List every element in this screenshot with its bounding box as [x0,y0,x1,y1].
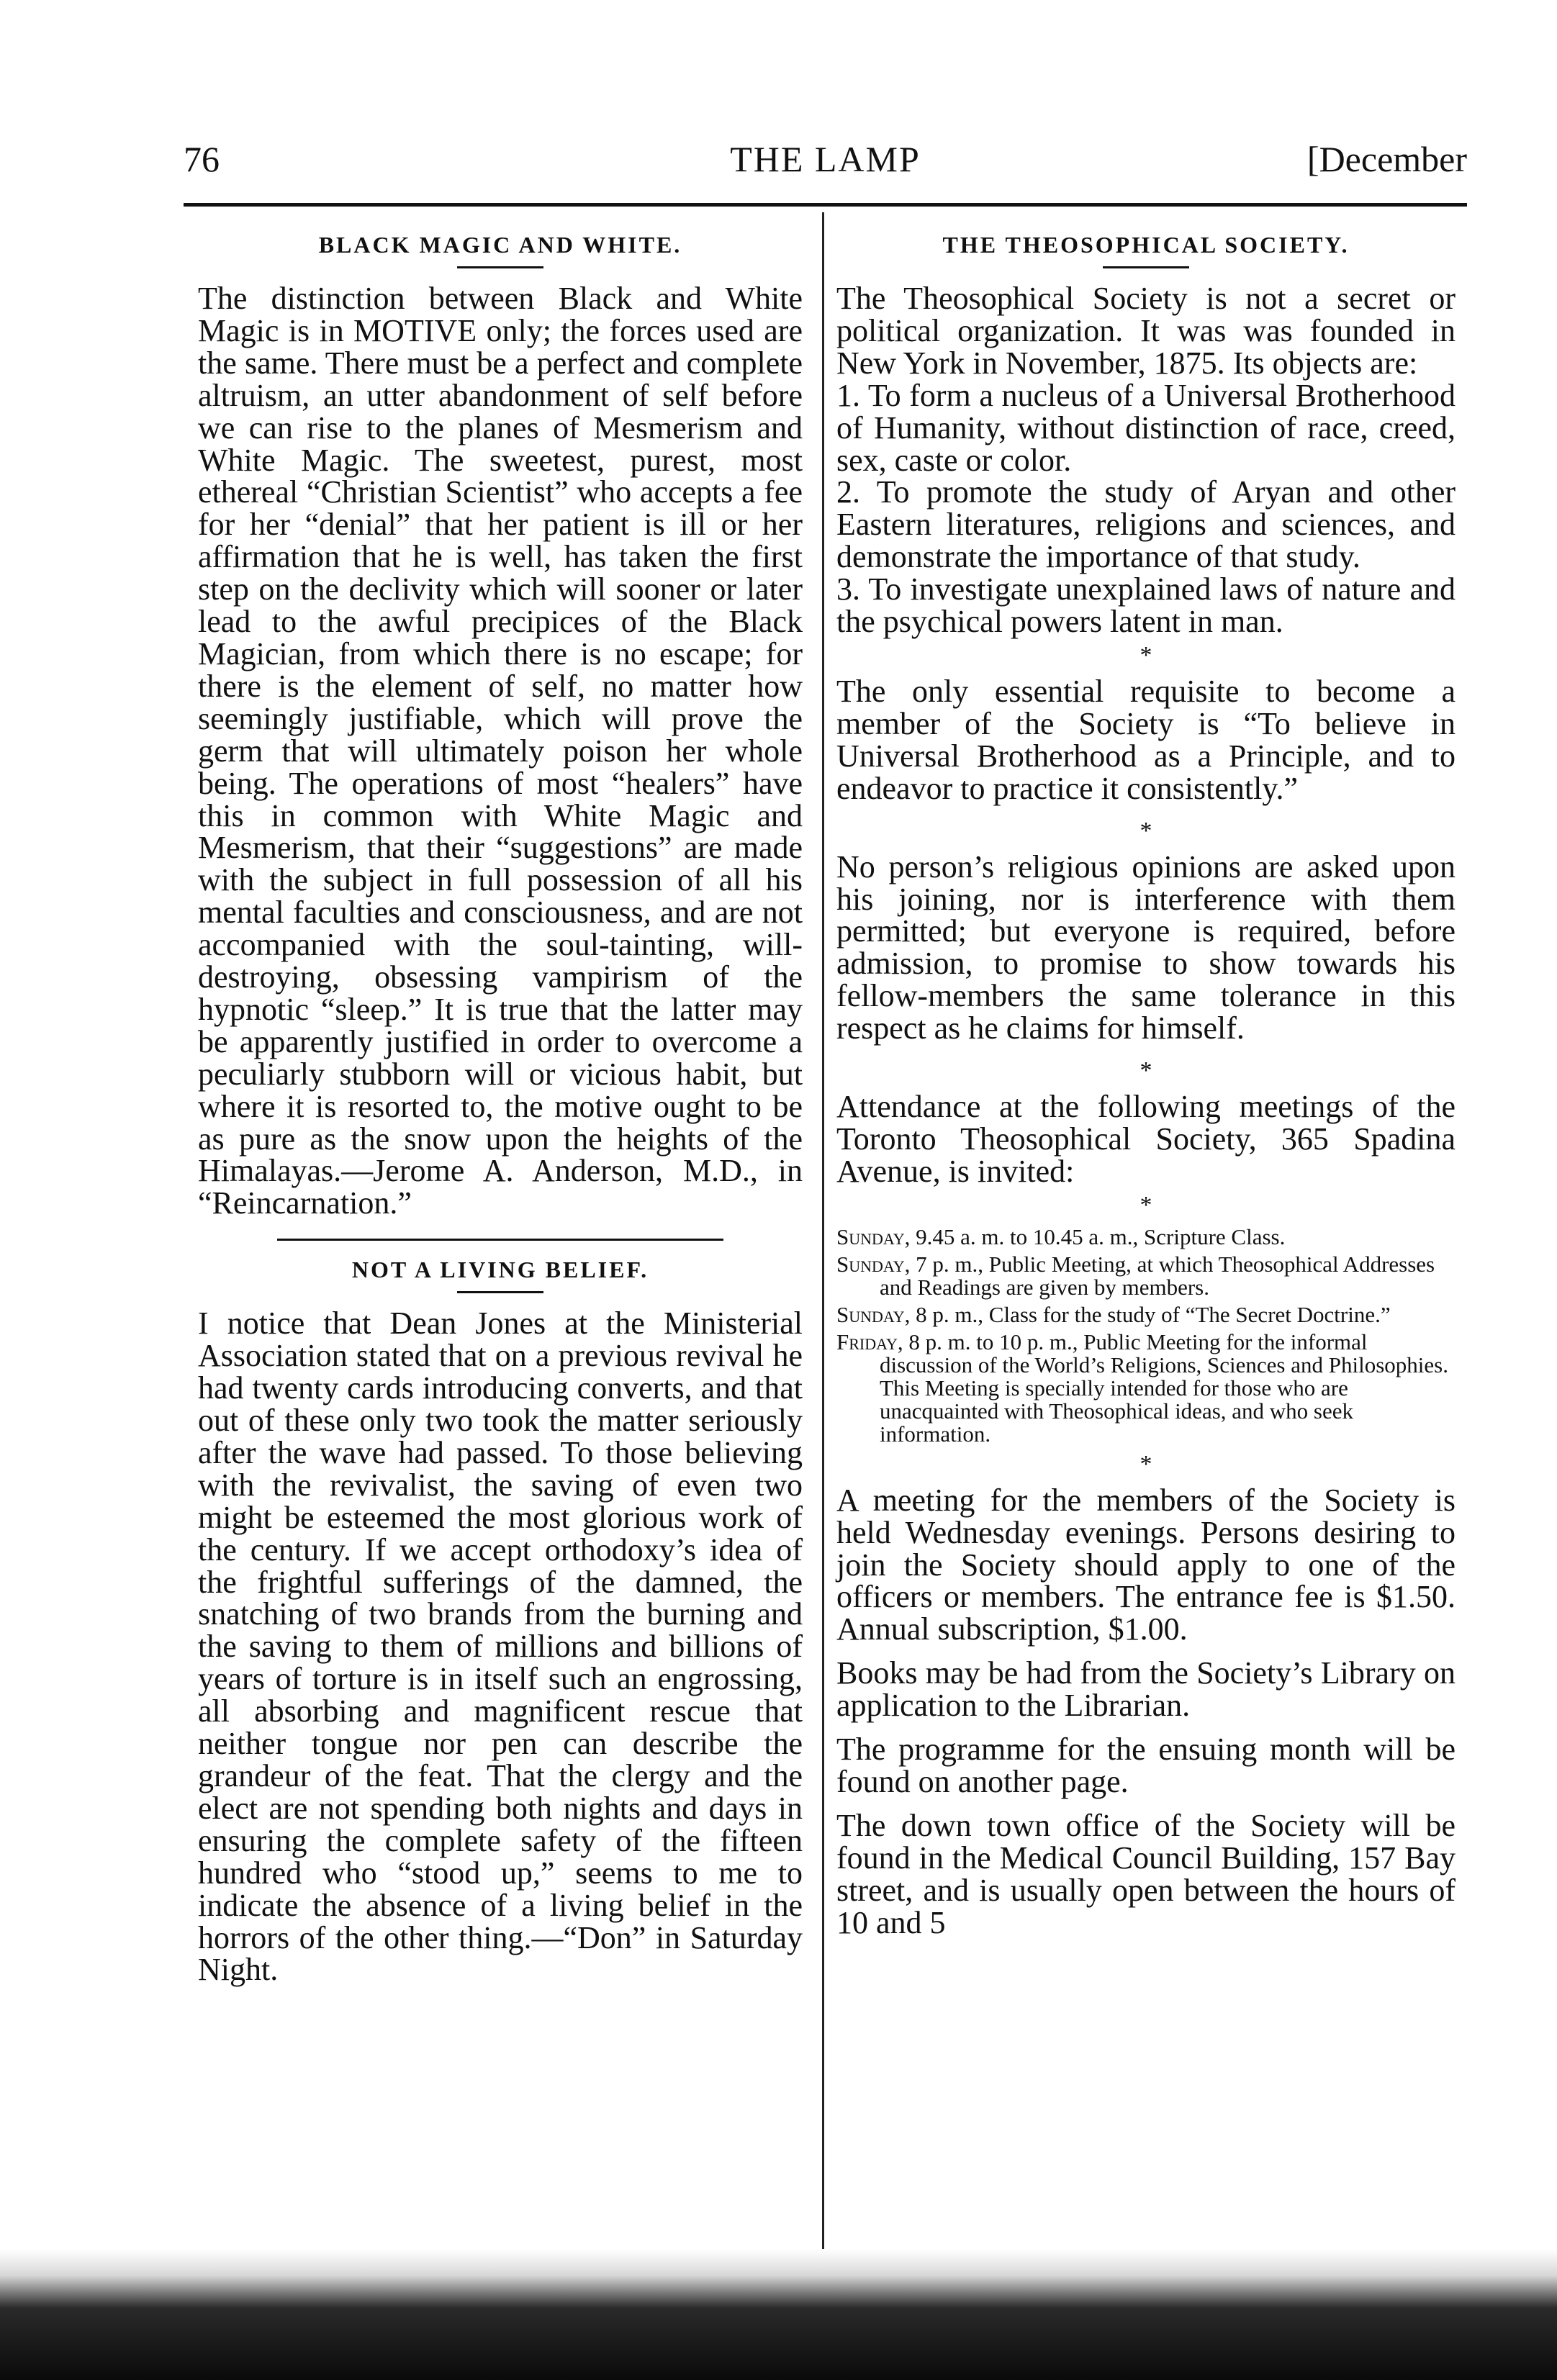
opinions-paragraph: No person’s religious opinions are asked upon his joining, nor is interference with them permitted; but everyone is required, before admission, to promise to show towards his fellow-members the same tolerance in this respect as he claims for himself. [836,849,1456,1046]
schedule-item [836,1331,1456,1446]
schedule-day: Friday, [836,1329,903,1354]
office-paragraph: The down town office of the Society will be found in the Medical Council Building, 157 Bay street, and is usually open between the hours of 10 and 5 [836,1807,1456,1940]
page-number: 76 [184,139,220,179]
scan-edge-shadow [0,2249,1557,2380]
schedule-item [836,1253,1456,1299]
members-meeting-paragraph: A meeting for the members of the Society is held Wednesday evenings. Persons desiring to join the Society should apply to one of the officers or members. The entrance fee is $1.50. Annual subscription, $1.00. [836,1482,1456,1647]
requisite-paragraph: The only essential requisite to become a member of the Society is “To believe in Universal Brotherhood as a Principle, and to endeavor to practice it consistently.” [836,673,1456,806]
page-header [184,138,1467,189]
object-item: 2. To promote the study of Aryan and other Eastern literatures, religions and sciences, and demonstrate the importance of that study. [836,474,1456,575]
article-separator [277,1239,723,1241]
object-item: 3. To investigate unexplained laws of nature and the psychical powers latent in man. [836,571,1456,640]
section-star: * [1139,1191,1152,1218]
section-star: * [1139,641,1152,669]
article-body-black-magic: The distinction between Black and White Magic is in MOTIVE only; the forces used are the same. There must be a perfect and complete altruism, an utter abandonment of self before we can rise to the planes of Mesmerism and White Magic. The sweetest, purest, most ethereal “Christian Scientist” who accepts a fee for her “denial” that her patient is ill or her affirmation that he is well, has taken the first step on the declivity which will sooner or later lead to the awful precipices of the Black Magician, from which there is no escape; for there is the element of self, no matter how seemingly justifiable, which will prove the germ that will ultimately poison her whole being. The operations of most “healers” have this in common with White Magic and Mesmerism, that their “suggestions” are made with the subject in full possession of all his mental faculties and consciousness, and are not accompanied with the soul-tainting, will-destroying, obsessing vampirism of the hypnotic “sleep.” It is true that the latter may be apparently justified in order to overcome a peculiarly stubborn will or vicious habit, but where it is resorted to, the motive ought to be as pure as the snow upon the heights of the Himalayas.—Jerome A. Anderson, M.D., in “Reincarnation.” [198,281,803,1221]
article-heading-black-magic: BLACK MAGIC AND WHITE. [318,232,682,258]
schedule-item [836,1303,1456,1326]
society-intro: The Theosophical Society is not a secret or political organization. It was was founded in New York in November, 1875. Its objects are: [836,281,1456,381]
publication-title: THE LAMP [730,139,921,179]
attendance-paragraph: Attendance at the following meetings of the Toronto Theosophical Society, 365 Spadina Avenue, is invited: [836,1089,1456,1189]
issue-month: [December [1306,139,1467,179]
section-star: * [1139,1450,1152,1478]
header-rule [184,203,1467,207]
schedule-day: Sunday, [836,1251,911,1277]
right-column [836,216,1456,1951]
section-star: * [1139,1057,1152,1085]
schedule-day: Sunday, [836,1223,911,1249]
society-heading: THE THEOSOPHICAL SOCIETY. [942,232,1350,258]
schedule-text: 8 p. m. to 10 p. m., Public Meeting for the informal discussion of the World’s Religions, Sciences and Philosophies. This Meeting is specially intended for those who are unacquainted with Theosophical ideas, and who seek information. [880,1329,1448,1447]
schedule-item [836,1223,1456,1249]
schedule-text: 7 p. m., Public Meeting, at which Theosophical Addresses and Readings are given by members. [880,1251,1435,1300]
schedule-text: 9.45 a. m. to 10.45 a. m., Scripture Class. [916,1223,1286,1249]
object-item: 1. To form a nucleus of a Universal Brotherhood of Humanity, without distinction of race, creed, sex, caste or color. [836,377,1456,478]
heading-rule [457,1291,543,1293]
programme-paragraph: The programme for the ensuing month will be found on another page. [836,1732,1456,1799]
column-divider [822,212,824,2263]
article-body-living-belief: I notice that Dean Jones at the Ministerial Association stated that on a previous revival he had twenty cards introducing converts, and that out of these only two took the matter seriously after the wave had passed. To those believing with the revivalist, the saving of even two might be esteemed the most glorious work of the century. If we accept orthodoxy’s idea of the frightful sufferings of the damned, the snatching of two brands from the burning and the saving to them of millions and billions of years of torture is in itself such an engrossing, all absorbing and magnificent rescue that neither tongue nor pen can describe the grandeur of the feat. That the clergy and the elect are not spending both nights and days in ensuring the complete safety of the fifteen hundred who “stood up,” seems to me to indicate the absence of a living belief in the horrors of the other thing.—“Don” in Saturday Night. [198,1306,803,1988]
left-column [198,216,803,1998]
article-heading-living-belief: NOT A LIVING BELIEF. [351,1257,649,1283]
heading-rule [457,266,543,268]
books-paragraph: Books may be had from the Society’s Library on application to the Librarian. [836,1655,1456,1724]
schedule-day: Sunday, [836,1301,911,1327]
heading-rule [1103,266,1189,268]
schedule-text: 8 p. m., Class for the study of “The Secret Doctrine.” [916,1301,1391,1327]
section-star: * [1139,817,1152,844]
